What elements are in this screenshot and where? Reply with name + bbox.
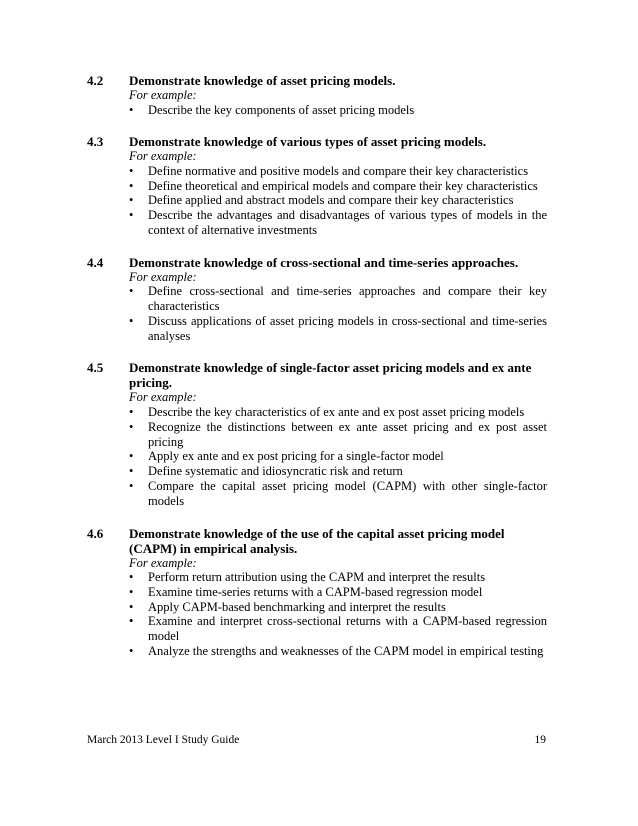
section-body [129, 134, 547, 237]
bullet-item [129, 644, 547, 659]
bullet-text: Discuss applications of asset pricing models in cross-sectional and time-series analyses [148, 313, 547, 343]
bullet-icon: • [129, 614, 134, 629]
section-number: 4.2 [87, 73, 104, 88]
bullet-item [129, 284, 547, 314]
bullet-text: Define applied and abstract models and compare their key characteristics [148, 193, 514, 208]
section-heading: Demonstrate knowledge of various types of asset pricing models. [129, 134, 487, 150]
bullet-icon: • [129, 102, 134, 117]
example-label: For example: [129, 88, 197, 102]
bullet-icon: • [129, 478, 134, 493]
section-number: 4.5 [87, 360, 104, 376]
bullet-icon: • [129, 404, 134, 419]
bullet-list [129, 103, 547, 118]
bullet-item [129, 405, 547, 420]
section-heading: Demonstrate knowledge of asset pricing models. [129, 73, 396, 88]
example-label: For example: [129, 390, 197, 405]
bullet-item [129, 600, 547, 615]
bullet-icon: • [129, 644, 134, 659]
bullet-item [129, 585, 547, 600]
bullet-item [129, 208, 547, 238]
bullet-list [129, 284, 547, 343]
section-heading: Demonstrate knowledge of the use of the capital asset pricing model (CAPM) in empirical analysis. [129, 525, 505, 556]
bullet-text: Compare the capital asset pricing model (CAPM) with other single-factor models [148, 478, 547, 508]
bullet-item [129, 193, 547, 208]
learning-objective-section [87, 255, 547, 344]
bullet-text: Recognize the distinctions between ex ante asset pricing and ex post asset pricing [148, 419, 547, 449]
bullet-text: Examine time-series returns with a CAPM-based regression model [148, 584, 483, 599]
bullet-icon: • [129, 163, 134, 178]
learning-objective-section [87, 526, 547, 659]
bullet-text: Define systematic and idiosyncratic risk and return [148, 464, 403, 479]
section-number: 4.6 [87, 525, 104, 541]
bullet-icon: • [129, 464, 134, 479]
section-number: 4.3 [87, 134, 104, 150]
bullet-list [129, 570, 547, 659]
bullet-text: Examine and interpret cross-sectional returns with a CAPM-based regression model [148, 614, 547, 644]
section-heading: Demonstrate knowledge of cross-sectional and time-series approaches. [129, 254, 519, 270]
section-body [129, 255, 547, 344]
bullet-icon: • [129, 584, 134, 599]
bullet-icon: • [129, 193, 134, 208]
bullet-text: Define normative and positive models and compare their key characteristics [148, 163, 529, 178]
bullet-icon: • [129, 313, 134, 328]
example-label: For example: [129, 149, 197, 164]
bullet-text: Define cross-sectional and time-series approaches and compare their key characteristics [148, 284, 547, 314]
bullet-icon: • [129, 284, 134, 299]
section-heading: Demonstrate knowledge of single-factor asset pricing models and ex ante pricing. [129, 360, 532, 391]
bullet-item [129, 479, 547, 509]
page-footer [87, 733, 546, 747]
bullet-text: Perform return attribution using the CAPM and interpret the results [148, 570, 486, 585]
bullet-item [129, 570, 547, 585]
example-label: For example: [129, 555, 197, 570]
study-guide-content [87, 73, 547, 676]
bullet-text: Apply ex ante and ex post pricing for a single-factor model [148, 449, 444, 464]
learning-objective-section [87, 73, 547, 117]
bullet-text: Define theoretical and empirical models and compare their key characteristics [148, 178, 538, 193]
example-label: For example: [129, 269, 197, 284]
bullet-icon: • [129, 570, 134, 585]
bullet-list [129, 164, 547, 238]
learning-objective-section [87, 134, 547, 237]
bullet-item [129, 103, 547, 118]
page-number: 19 [534, 734, 546, 746]
bullet-item [129, 420, 547, 450]
bullet-item [129, 464, 547, 479]
bullet-icon: • [129, 178, 134, 193]
bullet-list [129, 405, 547, 509]
section-number: 4.4 [87, 254, 104, 270]
bullet-text: Describe the key components of asset pricing models [148, 102, 415, 117]
learning-objective-section [87, 360, 547, 508]
bullet-icon: • [129, 599, 134, 614]
bullet-icon: • [129, 419, 134, 434]
bullet-item [129, 449, 547, 464]
bullet-text: Apply CAPM-based benchmarking and interpret the results [148, 599, 446, 614]
bullet-icon: • [129, 449, 134, 464]
section-body [129, 73, 547, 117]
footer-title: March 2013 Level I Study Guide [87, 734, 240, 746]
bullet-item [129, 179, 547, 194]
bullet-text: Describe the key characteristics of ex ante and ex post asset pricing models [148, 404, 525, 419]
section-body [129, 360, 547, 508]
bullet-item [129, 614, 547, 644]
bullet-item [129, 314, 547, 344]
bullet-item [129, 164, 547, 179]
bullet-text: Describe the advantages and disadvantages of various types of models in the context of alternative investments [148, 208, 547, 237]
section-body [129, 526, 547, 659]
bullet-text: Analyze the strengths and weaknesses of the CAPM model in empirical testing [148, 644, 544, 659]
bullet-icon: • [129, 208, 134, 223]
